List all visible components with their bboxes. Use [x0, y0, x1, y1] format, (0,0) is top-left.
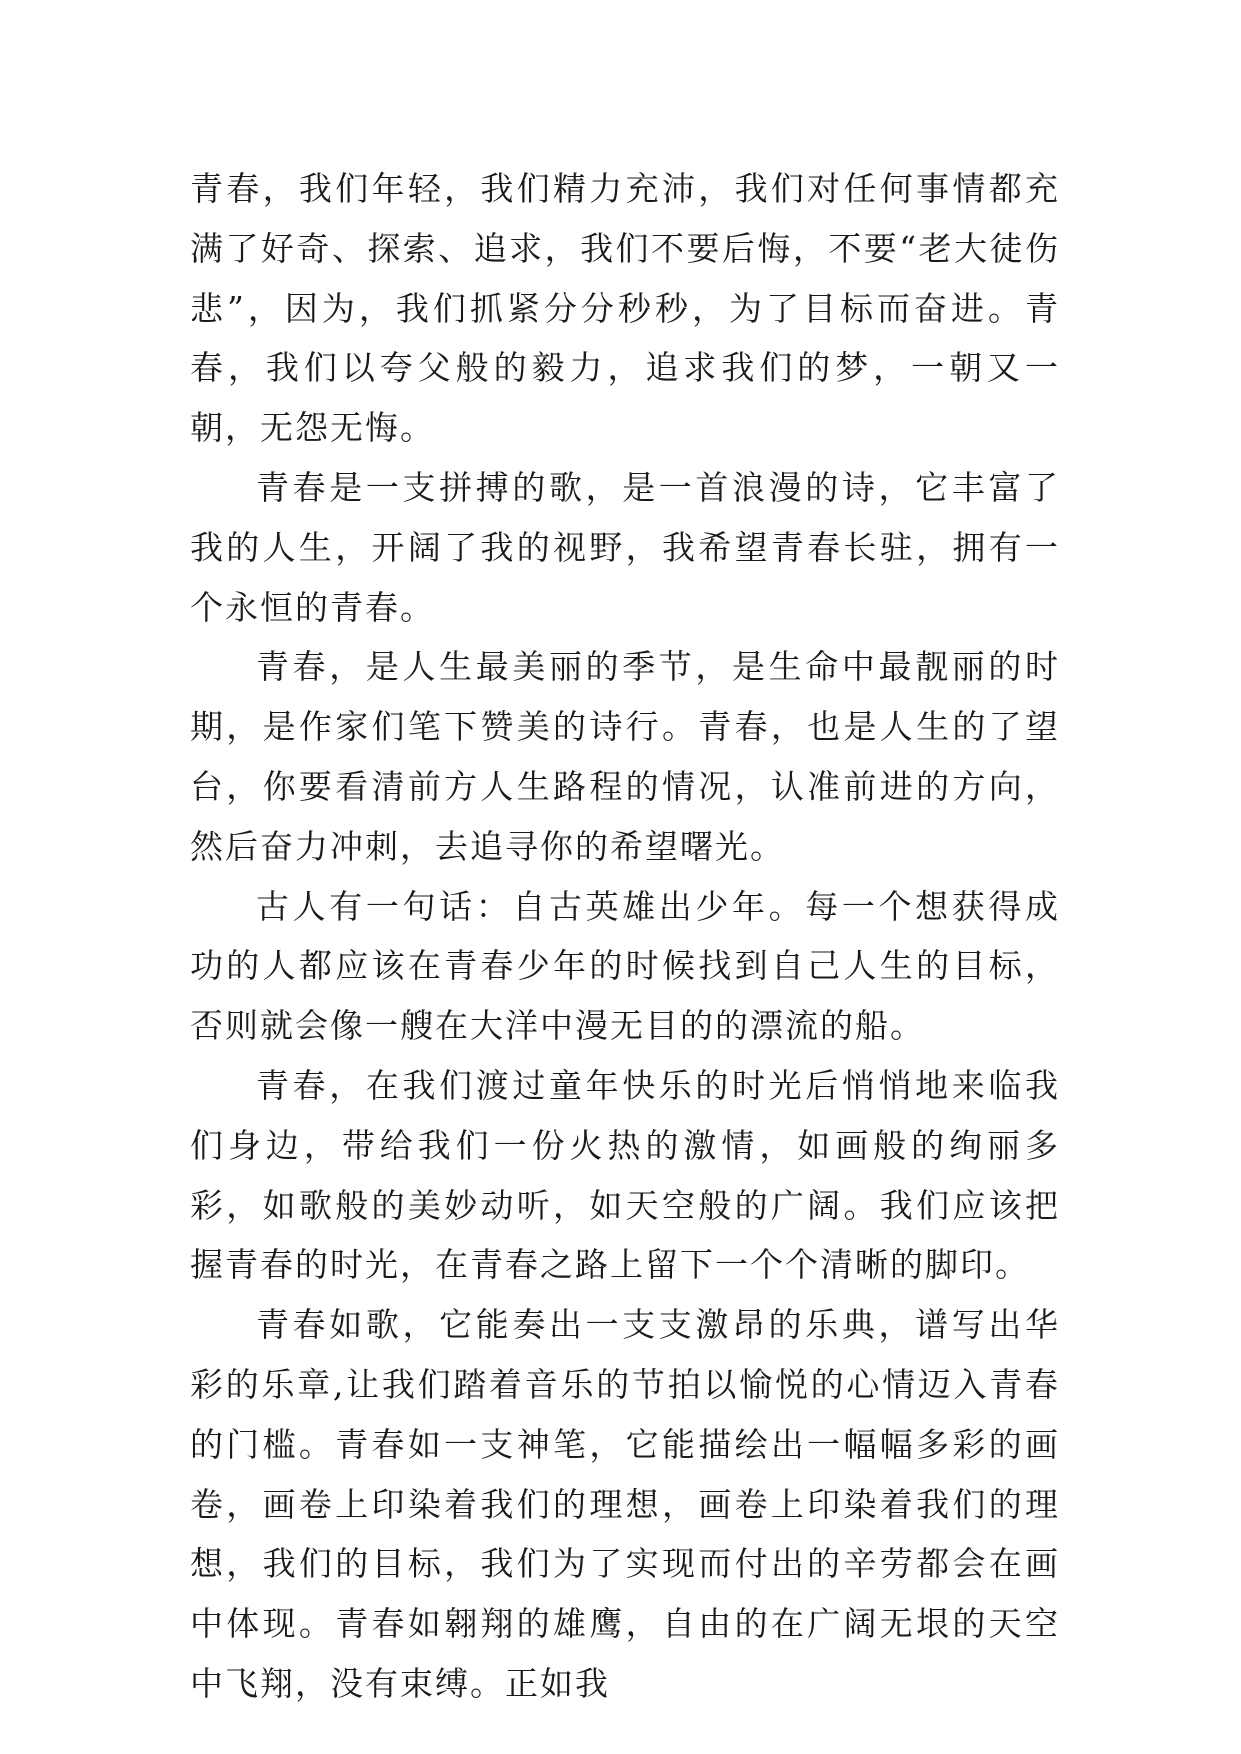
paragraph-6: 青春如歌，它能奏出一支支激昂的乐典，谱写出华彩的乐章,让我们踏着音乐的节拍以愉悦的心情迈入青春的门槛。青春如一支神笔，它能描绘出一幅幅多彩的画卷，画卷上印染着我们的理想，画卷上印染着我们的理想，我们的目标，我们为了实现而付出的辛劳都会在画中体现。青春如翱翔的雄鹰，自由的在广阔无垠的天空中飞翔，没有束缚。正如我: [190, 1305, 1060, 1703]
body-text: [190, 159, 1060, 1714]
paragraph-2: 青春是一支拼搏的歌，是一首浪漫的诗，它丰富了我的人生，开阔了我的视野，我希望青春长驻，拥有一个永恒的青春。: [190, 467, 1060, 627]
paragraph-1: 青春，我们年轻，我们精力充沛，我们对任何事情都充满了好奇、探索、追求，我们不要后悔，不要“老大徒伤悲”，因为，我们抓紧分分秒秒，为了目标而奋进。青春，我们以夸父般的毅力，追求我们的梦，一朝又一朝，无怨无悔。: [190, 169, 1060, 448]
paragraph-3: 青春，是人生最美丽的季节，是生命中最靓丽的时期，是作家们笔下赞美的诗行。青春，也是人生的了望台，你要看清前方人生路程的情况，认准前进的方向，然后奋力冲刺，去追寻你的希望曙光。: [190, 647, 1060, 866]
paragraph-4: 古人有一句话：自古英雄出少年。每一个想获得成功的人都应该在青春少年的时候找到自己人生的目标，否则就会像一艘在大洋中漫无目的的漂流的船。: [190, 886, 1060, 1046]
paragraph-5: 青春，在我们渡过童年快乐的时光后悄悄地来临我们身边，带给我们一份火热的激情，如画般的绚丽多彩，如歌般的美妙动听，如天空般的广阔。我们应该把握青春的时光，在青春之路上留下一个个清晰的脚印。: [190, 1065, 1060, 1285]
